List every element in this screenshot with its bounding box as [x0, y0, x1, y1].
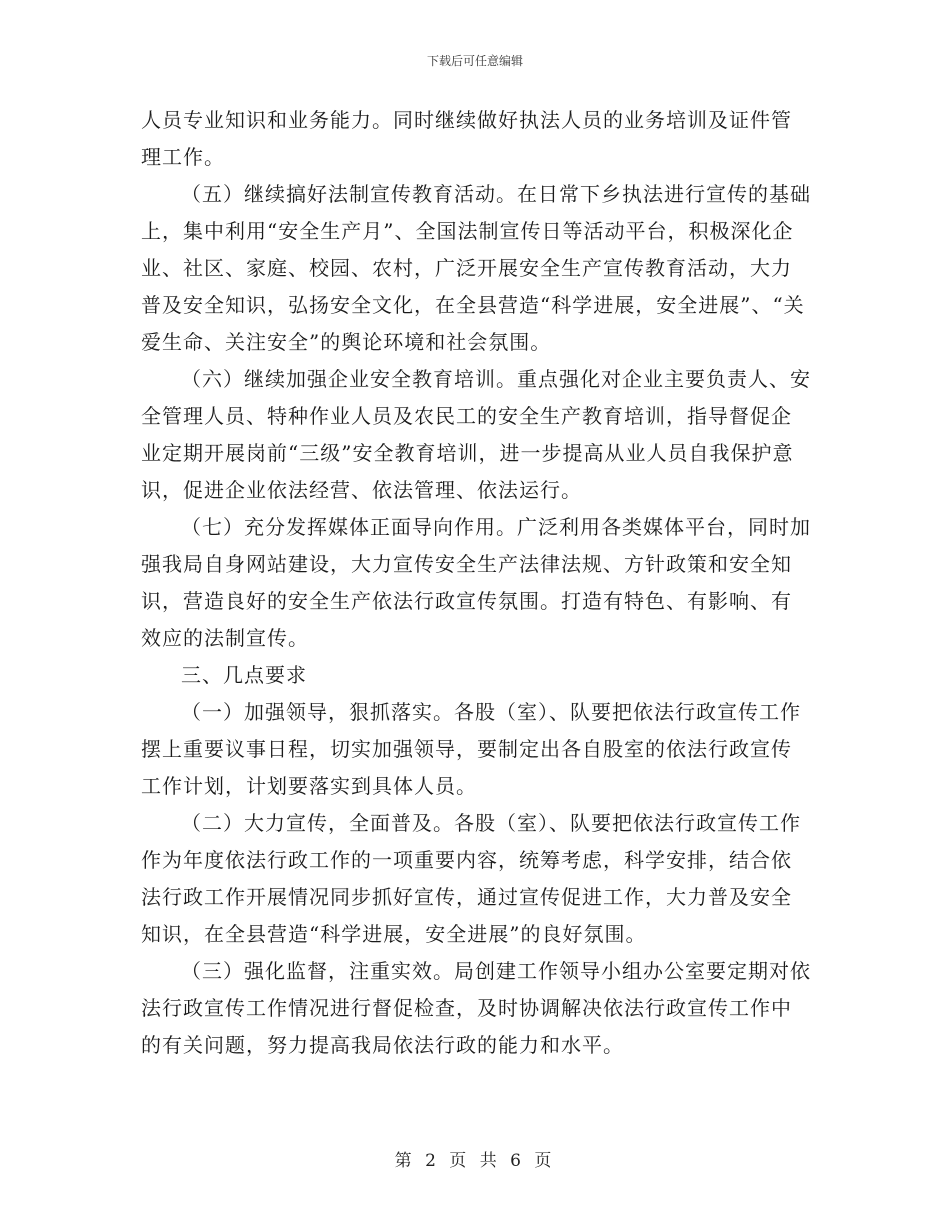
requirement-item-2: （二）大力宣传，全面普及。各股（室）、队要把依法行政宣传工作作为年度依法行政工作的一项重要内容，统筹考虑，科学安排，结合依法行政工作开展情况同步抓好宣传，通过宣传促进工作，大力普及安全知识，在全县营造“科学进展，安全进展”的良好氛围。 — [141, 811, 801, 946]
requirement-item-3: （三）强化监督，注重实效。局创建工作领导小组办公室要定期对依法行政宣传工作情况进行督促检查，及时协调解决依法行政宣传工作中的有关问题，努力提高我局依法行政的能力和水平。 — [141, 959, 811, 1057]
requirement-item-1: （一）加强领导，狠抓落实。各股（室）、队要把依法行政宣传工作摆上重要议事日程，切实加强领导，要制定出各自股室的依法行政宣传工作计划，计划要落实到具体人员。 — [141, 700, 801, 798]
page-number-footer: 第 2 页 共 6 页 — [394, 1151, 556, 1171]
section-heading: 三、几点要求 — [181, 663, 307, 687]
document-body — [141, 102, 811, 1064]
paragraph-item-5: （五）继续搞好法制宣传教育活动。在日常下乡执法进行宣传的基础上，集中利用“安全生产月”、全国法制宣传日等活动平台，积极深化企业、社区、家庭、校园、农村，广泛开展安全生产宣传教育活动，大力普及安全知识，弘扬安全文化，在全县营造“科学进展，安全进展”、“关爱生命、关注安全”的舆论环境和社会氛围。 — [141, 182, 811, 354]
paragraph-item-7: （七）充分发挥媒体正面导向作用。广泛利用各类媒体平台，同时加强我局自身网站建设，大力宣传安全生产法律法规、方针政策和安全知识，营造良好的安全生产依法行政宣传氛围。打造有特色、有影响、有效应的法制宣传。 — [141, 515, 811, 650]
paragraph-item-6: （六）继续加强企业安全教育培训。重点强化对企业主要负责人、安全管理人员、特种作业人员及农民工的安全生产教育培训，指导督促企业定期开展岗前“三级”安全教育培训，进一步提高从业人员自我保护意识，促进企业依法经营、依法管理、依法运行。 — [141, 367, 811, 502]
paragraph-continuation: 人员专业知识和业务能力。同时继续做好执法人员的业务培训及证件管理工作。 — [141, 108, 792, 169]
page-header: 下载后可任意编辑 — [426, 54, 523, 68]
